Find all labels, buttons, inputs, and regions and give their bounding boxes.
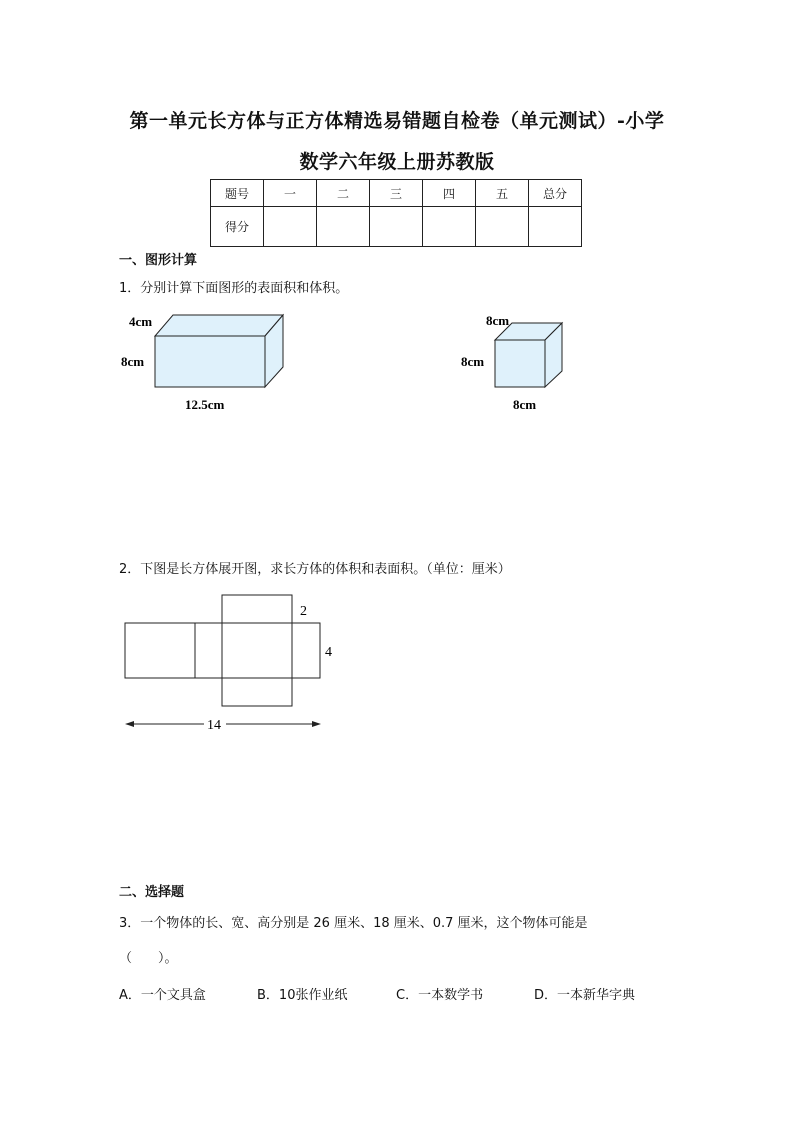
arrow-left-icon xyxy=(125,721,134,727)
page-title-line1: 第一单元长方体与正方体精选易错题自检卷（单元测试）-小学 xyxy=(129,110,665,132)
option-a[interactable]: A．一个文具盒 xyxy=(119,988,206,1003)
cube-front-face xyxy=(495,340,545,387)
net-face-center xyxy=(222,623,292,678)
question-1-text: 1．分别计算下面图形的表面积和体积。 xyxy=(119,281,349,296)
score-header-cell: 五 xyxy=(476,180,529,207)
net-label-bottom: 14 xyxy=(207,718,221,733)
net-face-left-side xyxy=(195,623,222,678)
cuboid-length-label: 12.5cm xyxy=(185,397,225,412)
score-row-label: 得分 xyxy=(211,207,264,247)
score-input-cell[interactable] xyxy=(317,207,370,247)
cuboid-net-diagram xyxy=(115,585,355,735)
net-face-top xyxy=(222,595,292,623)
score-input-cell[interactable] xyxy=(529,207,582,247)
question-3-blank: （ ）。 xyxy=(119,951,178,966)
score-input-cell[interactable] xyxy=(370,207,423,247)
option-b[interactable]: B．10张作业纸 xyxy=(257,988,348,1003)
score-input-cell[interactable] xyxy=(264,207,317,247)
score-header-cell: 三 xyxy=(370,180,423,207)
score-input-cell[interactable] xyxy=(476,207,529,247)
section1-heading: 一、图形计算 xyxy=(119,253,198,268)
net-label-side: 4 xyxy=(325,645,332,660)
score-header-cell: 一 xyxy=(264,180,317,207)
net-face-left xyxy=(125,623,195,678)
score-table xyxy=(210,179,582,247)
score-table-score-row xyxy=(211,207,582,247)
question-3-text: 3．一个物体的长、宽、高分别是 26 厘米、18 厘米、0.7 厘米，这个物体可能是 xyxy=(119,916,588,931)
net-label-top: 2 xyxy=(300,604,307,619)
cube-figure xyxy=(460,305,580,420)
net-face-right-side xyxy=(292,623,320,678)
arrow-right-icon xyxy=(312,721,321,727)
cuboid-figure xyxy=(115,305,315,420)
score-table-header-row xyxy=(211,180,582,207)
score-header-cell: 四 xyxy=(423,180,476,207)
option-d[interactable]: D．一本新华字典 xyxy=(534,988,636,1003)
cube-length-label: 8cm xyxy=(513,397,537,412)
score-header-cell: 总分 xyxy=(529,180,582,207)
cuboid-depth-label: 4cm xyxy=(129,314,153,329)
cube-height-label: 8cm xyxy=(461,354,485,369)
question-2-text: 2．下图是长方体展开图，求长方体的体积和表面积。（单位：厘米） xyxy=(119,562,511,577)
score-header-cell: 题号 xyxy=(211,180,264,207)
option-c[interactable]: C．一本数学书 xyxy=(396,988,484,1003)
cuboid-top-face xyxy=(155,315,283,336)
section2-heading: 二、选择题 xyxy=(119,885,185,900)
cuboid-front-face xyxy=(155,336,265,387)
cuboid-height-label: 8cm xyxy=(121,354,145,369)
page-title-line2: 数学六年级上册苏教版 xyxy=(299,151,495,173)
net-face-bottom xyxy=(222,678,292,706)
score-header-cell: 二 xyxy=(317,180,370,207)
score-input-cell[interactable] xyxy=(423,207,476,247)
cube-depth-label: 8cm xyxy=(486,313,510,328)
